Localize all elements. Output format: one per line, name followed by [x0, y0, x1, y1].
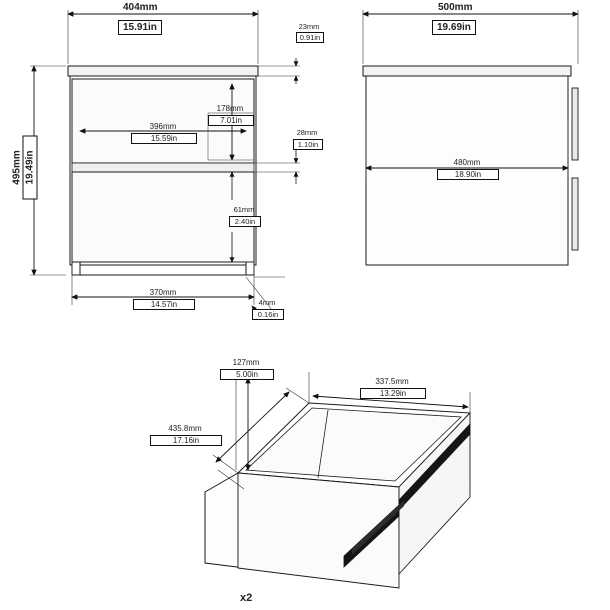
- drawer-detail-geometry: [205, 403, 470, 588]
- label-side-overall-depth-in: 19.69in: [432, 20, 476, 35]
- label-drawer-width-in: 13.29in: [360, 388, 426, 399]
- label-side-drawer-depth-mm: 480mm: [453, 158, 481, 167]
- label-drawer-width-mm: 337.5mm: [375, 377, 409, 386]
- label-drawer-depth-mm: 435.8mm: [168, 424, 202, 433]
- label-front-overall-height-in: 19.49in: [23, 136, 38, 200]
- label-front-base-width-in: 14.57in: [133, 299, 195, 310]
- label-drawer-depth-in: 17.16in: [150, 435, 222, 446]
- label-front-upper-drawer-height-mm: 178mm: [216, 104, 244, 113]
- label-front-foot-inset-in: 0.16in: [252, 309, 284, 320]
- label-front-upper-drawer-height-in: 7.01in: [208, 115, 254, 126]
- label-side-overall-depth-mm: 500mm: [438, 2, 473, 13]
- label-front-top-gap-in: 0.91in: [296, 32, 324, 43]
- label-front-overall-height-mm: 495mm: [11, 150, 23, 185]
- label-drawer-height-mm: 127mm: [232, 358, 260, 367]
- label-front-overall-width-mm: 404mm: [123, 2, 158, 13]
- label-front-base-width-mm: 370mm: [149, 288, 177, 297]
- label-front-lower-drawer-height-mm: 61mm: [233, 205, 255, 214]
- label-drawer-quantity: x2: [240, 592, 253, 604]
- front-view-geometry: [68, 66, 258, 275]
- label-front-lower-drawer-height-in: 2.40in: [229, 216, 261, 227]
- label-side-drawer-depth-in: 18.90in: [437, 169, 499, 180]
- label-front-opening-width-in: 15.59in: [131, 133, 197, 144]
- label-front-overall-width-in: 15.91in: [118, 20, 162, 35]
- label-front-mid-gap-in: 1.10in: [293, 139, 323, 150]
- label-front-mid-gap-mm: 28mm: [296, 128, 318, 137]
- label-front-opening-width-mm: 396mm: [149, 122, 177, 131]
- label-front-top-gap-mm: 23mm: [298, 22, 320, 31]
- label-drawer-height-in: 5.00in: [220, 369, 274, 380]
- label-front-foot-inset-mm: 4mm: [258, 298, 276, 307]
